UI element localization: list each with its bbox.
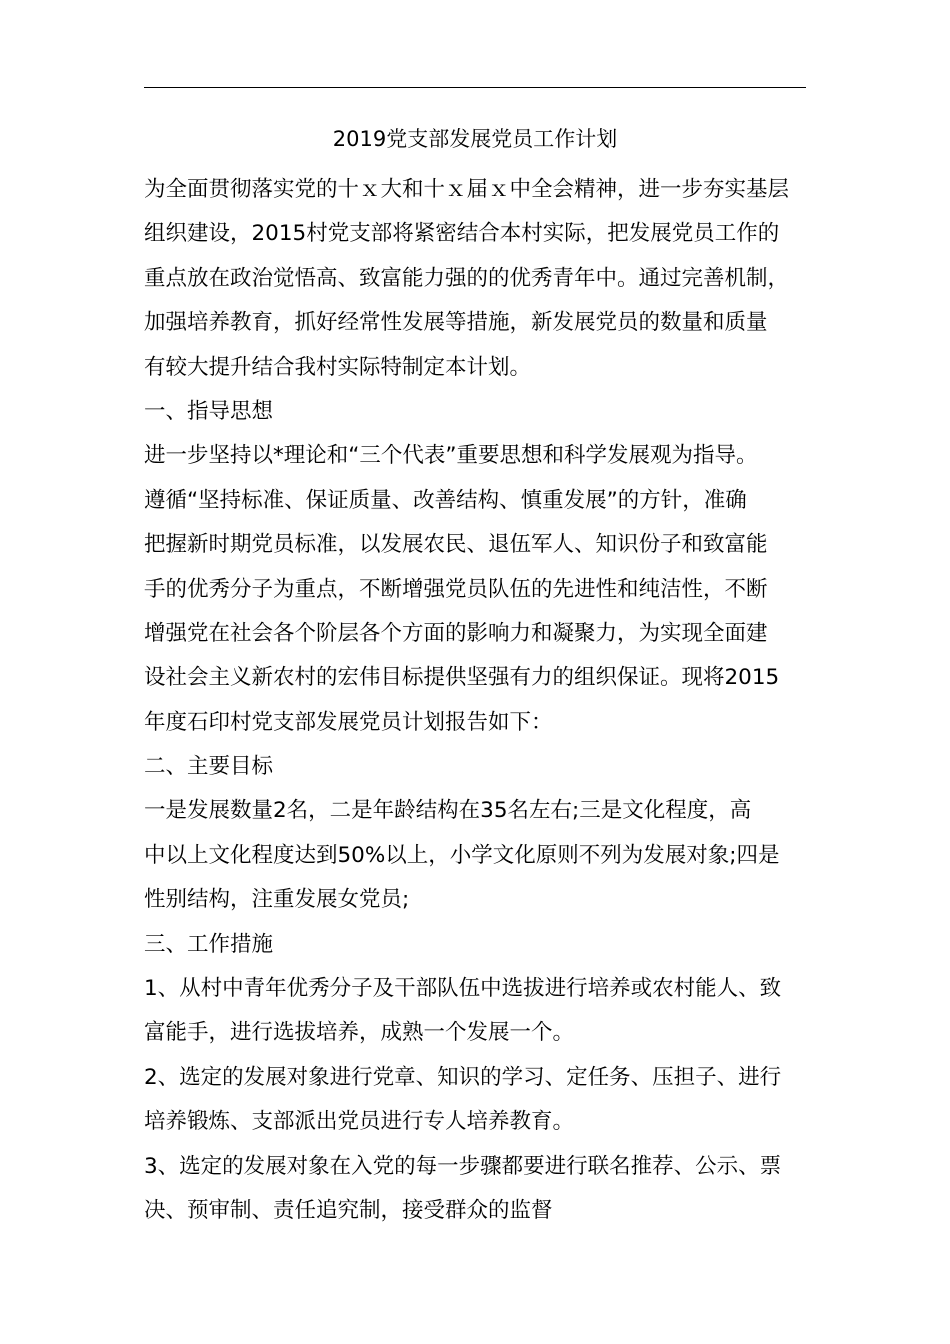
text-line: 性别结构，注重发展女党员; (144, 887, 410, 913)
text-line: 1、从村中青年优秀分子及干部队伍中选拔进行培养或农村能人、致 (144, 976, 782, 1002)
section-heading: 二、主要目标 (144, 754, 274, 780)
text-line: 设社会主义新农村的宏伟目标提供坚强有力的组织保证。现将2015 (144, 665, 780, 691)
text-line: 决、预审制、责任追究制，接受群众的监督 (144, 1197, 553, 1223)
text-line: 富能手，进行选拔培养，成熟一个发展一个。 (144, 1020, 575, 1046)
section-heading: 三、工作措施 (144, 931, 274, 957)
text-line: 年度石印村党支部发展党员计划报告如下： (144, 709, 553, 735)
text-line: 组织建设，2015村党支部将紧密结合本村实际，把发展党员工作的 (144, 221, 780, 247)
text-line: 培养锻炼、支部派出党员进行专人培养教育。 (144, 1109, 575, 1135)
text-line: 2、选定的发展对象进行党章、知识的学习、定任务、压担子、进行 (144, 1064, 782, 1090)
document-title: 2019党支部发展党员工作计划 (332, 127, 618, 151)
text-line: 进一步坚持以*理论和“三个代表”重要思想和科学发展观为指导。 (144, 443, 758, 469)
text-line: 把握新时期党员标准，以发展农民、退伍军人、知识份子和致富能 (144, 532, 768, 558)
text-line: 有较大提升结合我村实际特制定本计划。 (144, 354, 532, 380)
text-line: 中以上文化程度达到50%以上，小学文化原则不列为发展对象;四是 (144, 842, 780, 868)
text-line: 为全面贯彻落实党的十ｘ大和十ｘ届ｘ中全会精神，进一步夯实基层 (144, 177, 790, 202)
text-line: 遵循“坚持标准、保证质量、改善结构、慎重发展”的方针，准确 (144, 487, 747, 513)
header-rule (144, 87, 806, 88)
text-line: 3、选定的发展对象在入党的每一步骤都要进行联名推荐、公示、票 (144, 1153, 782, 1179)
text-line: 加强培养教育，抓好经常性发展等措施，新发展党员的数量和质量 (144, 310, 768, 336)
text-line: 重点放在政治觉悟高、致富能力强的的优秀青年中。通过完善机制， (144, 265, 790, 291)
text-line: 一是发展数量2名，二是年龄结构在35名左右;三是文化程度，高 (144, 798, 752, 824)
section-heading: 一、指导思想 (144, 398, 274, 424)
document-body (144, 168, 824, 1233)
text-line: 手的优秀分子为重点，不断增强党员队伍的先进性和纯洁性，不断 (144, 576, 768, 602)
text-line: 增强党在社会各个阶层各个方面的影响力和凝聚力，为实现全面建 (144, 620, 768, 646)
